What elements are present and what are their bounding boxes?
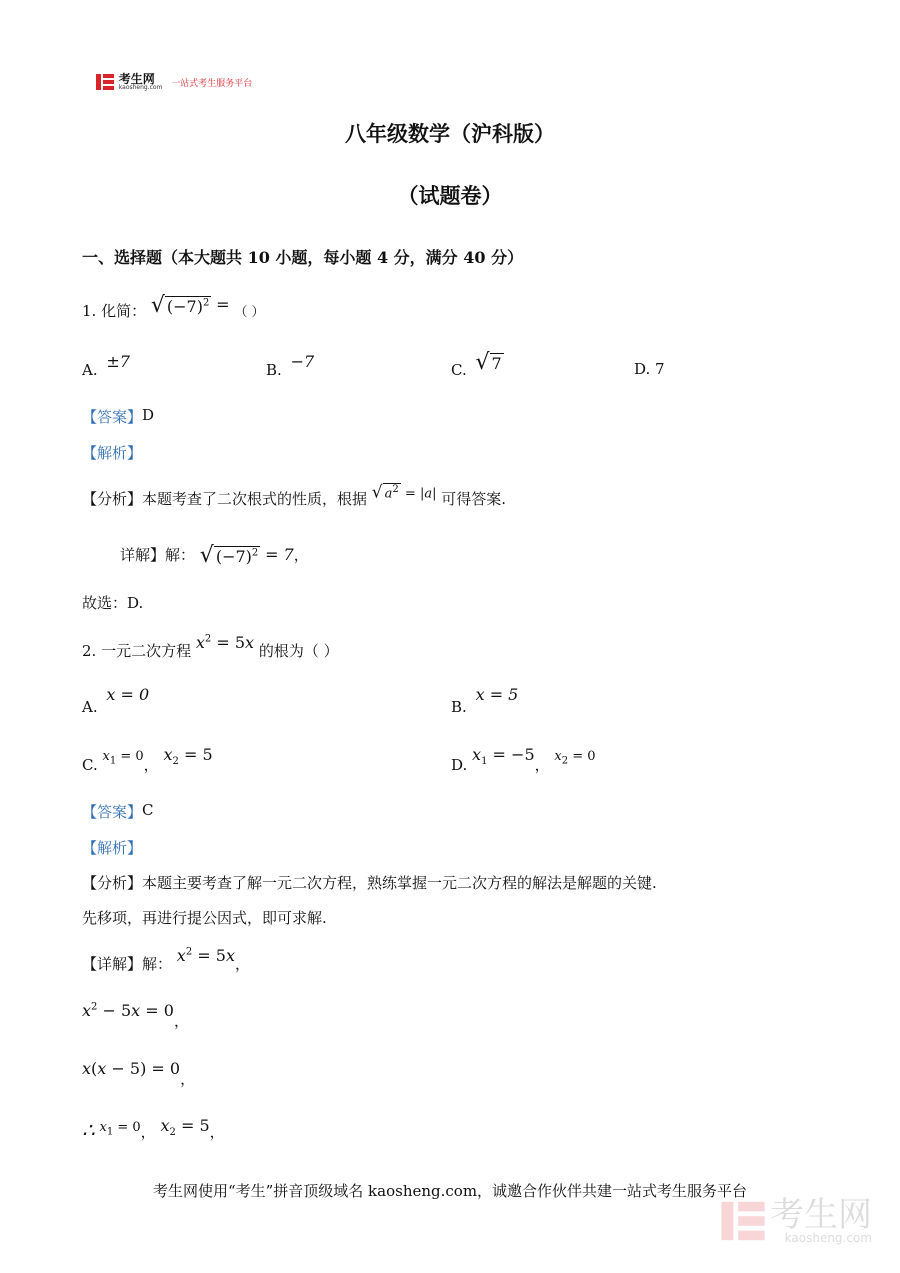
q2-option-b-label: B.	[451, 698, 467, 716]
q1-stem-suffix: （ ）	[234, 305, 265, 320]
therefore-symbol: ∴	[82, 1118, 95, 1142]
header-logo	[96, 72, 252, 92]
q2-step-2-comma: ，	[180, 1070, 196, 1088]
q2-option-c-value2: $x_2 = 5$	[163, 745, 213, 768]
q1-fenxi-suffix: 可得答案.	[441, 490, 507, 508]
q2-step-3-x1: $x_1 = 0$	[99, 1120, 141, 1138]
q2-analysis-tag: 【解析】	[82, 839, 143, 857]
q2-stem-prefix: 2. 一元二次方程	[82, 642, 192, 660]
q2-option-a-value: x = 0	[106, 685, 150, 704]
q2-option-a	[82, 685, 150, 716]
q2-step-3-x2: $x_2 = 5$	[160, 1116, 210, 1139]
q1-fenxi	[82, 482, 507, 509]
q1-detail-radical: √ $(-7)^2$	[199, 543, 259, 568]
q1-detail-prefix: 详解】解：	[120, 546, 196, 564]
q1-answer-tag: 【答案】	[82, 408, 143, 426]
logo-domain: kaosheng.com	[118, 84, 163, 91]
page-footer: 考生网使用“考生”拼音顶级域名 kaosheng.com，诚邀合作伙伴共建一站式考生服务平台	[152, 1182, 748, 1200]
q2-answer-tag: 【答案】	[82, 803, 143, 821]
q1-option-b	[266, 352, 315, 379]
watermark-text: 考生网	[770, 1195, 872, 1235]
q2-detail	[82, 946, 251, 974]
q1-equals: =	[216, 295, 230, 314]
q1-fenxi-formula: √ $a^2 = |a|$	[371, 482, 437, 503]
q2-option-d-comma: ，	[534, 756, 550, 774]
q2-option-d-label: D.	[451, 756, 468, 774]
question-2-stem	[82, 633, 339, 661]
logo-text: 考生网	[118, 72, 155, 86]
q1-option-c	[451, 350, 504, 382]
q2-option-c-label: C.	[82, 756, 98, 774]
q1-option-c-label: C.	[451, 361, 467, 379]
logo-slogan: 一站式考生服务平台	[171, 78, 253, 89]
q2-fenxi: 【分析】本题主要考查了解一元二次方程，熟练掌握一元二次方程的解法是解题的关键.	[82, 874, 657, 892]
q1-option-d: D. 7	[634, 360, 665, 378]
q2-detail-eq: $x^2 = 5x$	[176, 946, 235, 965]
q1-option-a	[82, 352, 130, 379]
q2-detail-comma: ，	[235, 955, 251, 973]
q1-radical: √ $(-7)^2$	[150, 293, 210, 318]
q2-step-3	[82, 1118, 225, 1144]
question-1-stem	[82, 293, 265, 323]
q2-step-3-comma1: ，	[140, 1123, 156, 1141]
q2-option-d-value2: $x_2 = 0$	[554, 749, 596, 767]
q2-step-1-eq: $x^2 - 5x = 0$	[82, 1001, 174, 1020]
section-heading: 一、选择题（本大题共 10 小题，每小题 4 分，满分 40 分）	[82, 248, 524, 267]
watermark-domain: kaosheng.com	[784, 1231, 872, 1245]
q2-step-1	[82, 1000, 189, 1030]
q1-option-c-radical: √ 7	[475, 350, 502, 375]
page-title: 八年级数学（沪科版）	[345, 121, 555, 146]
q1-answer-value: D	[142, 406, 155, 424]
q2-answer	[82, 801, 154, 822]
q1-detail-result: = 7	[265, 545, 294, 564]
q2-option-c-value: $x_1 = 0$	[102, 749, 144, 767]
q2-option-b-value: x = 5	[475, 685, 519, 704]
q1-fenxi-prefix: 【分析】本题考查了二次根式的性质，根据	[82, 490, 368, 508]
q1-analysis-tag: 【解析】	[82, 444, 143, 462]
q2-detail-prefix: 【详解】解：	[82, 955, 173, 973]
q2-step-3-comma2: ，	[209, 1123, 225, 1141]
q1-answer	[82, 406, 154, 427]
q1-option-a-label: A.	[82, 361, 98, 379]
q2-answer-value: C	[142, 801, 154, 819]
q2-step-2-eq: x(x − 5) = 0	[82, 1059, 181, 1078]
q1-conclusion: 故选：D.	[82, 594, 144, 612]
q2-option-d-value: $x_1 = -5$	[472, 745, 535, 768]
q2-equation: $x^2 = 5x$	[195, 633, 255, 652]
q1-stem-prefix: 1. 化简：	[82, 302, 147, 320]
q2-method: 先移项，再进行提公因式，即可求解.	[82, 909, 327, 927]
q1-option-b-label: B.	[266, 361, 282, 379]
q2-option-c	[82, 745, 213, 777]
q2-option-b	[451, 685, 519, 716]
q2-step-2	[82, 1058, 196, 1088]
q2-step-1-comma: ，	[173, 1012, 189, 1030]
q2-stem-suffix: 的根为（ ）	[258, 642, 339, 660]
q2-option-d	[451, 745, 596, 777]
page-subtitle: （试题卷）	[397, 183, 503, 208]
q1-detail-comma: ，	[293, 546, 309, 564]
q2-option-c-comma: ，	[143, 756, 159, 774]
q1-option-b-value: −7	[290, 352, 315, 371]
watermark-logo-icon	[721, 1197, 765, 1245]
q1-option-c-value: 7	[491, 354, 502, 373]
kaosheng-logo-icon	[96, 72, 114, 92]
q2-option-a-label: A.	[82, 698, 98, 716]
q1-option-a-value: ±7	[106, 352, 130, 371]
q1-detail	[120, 544, 309, 567]
watermark	[721, 1197, 872, 1245]
